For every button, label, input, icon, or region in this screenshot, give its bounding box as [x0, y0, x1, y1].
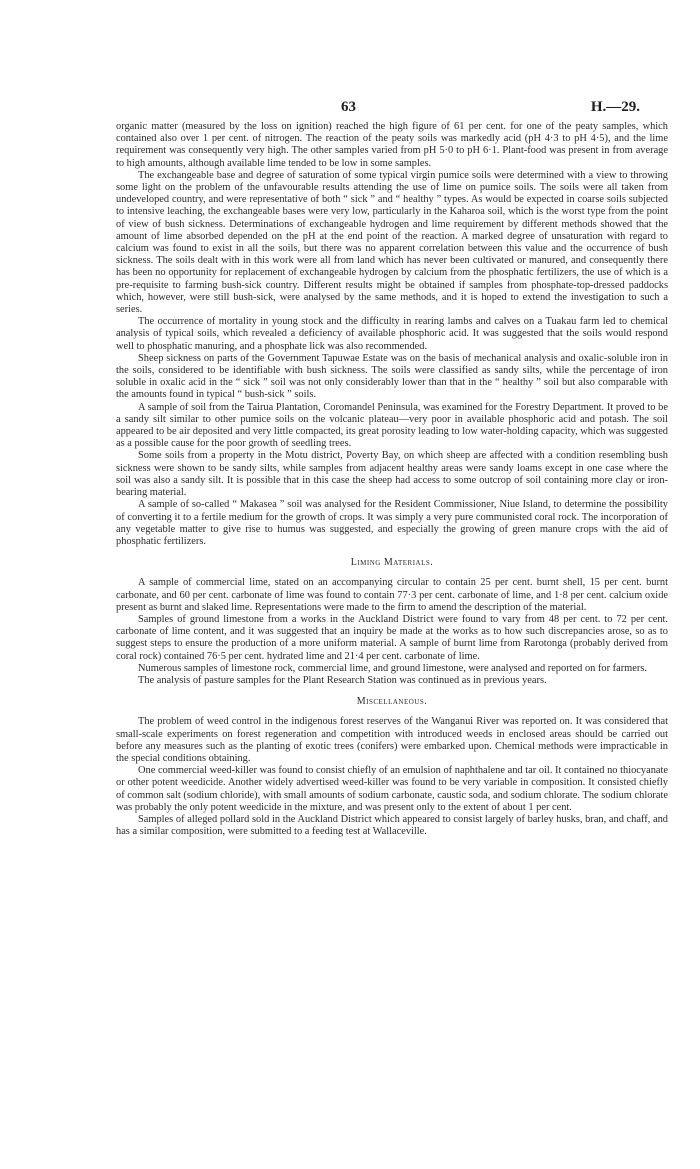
document-reference: H.—29. — [590, 99, 640, 115]
document-body — [116, 121, 668, 838]
section-heading-liming-materials: Liming Materials. — [350, 557, 434, 569]
paragraph: organic matter (measured by the loss on ignition) reached the high figure of 61 per cent. for one of the peaty samples, which contained also over 1 per cent. of nitrogen. The reaction of the peaty soils was markedly acid (pH 4·3 to pH 4·5), and the lime requirement was consequently very high. The other samples varied from pH 5·0 to pH 6·1. Plant-food was present in from average to high amounts, although available lime tended to be low in some samples. — [116, 121, 668, 169]
paragraph: The exchangeable base and degree of saturation of some typical virgin pumice soils were determined with a view to throwing some light on the problem of the unfavourable results attending the use of lime on pumice soils. The soils were all taken from undeveloped country, and were representative of both “ sick ” and “ healthy ” types. As would be expected in coarse soils subjected to intensive leaching, the exchangeable bases were very low, particularly in the Kaharoa soil, which is the worst type from the point of view of bush sickness. Determinations of exchangeable hydrogen and lime requirement by different methods showed that the amount of lime absorbed depended on the pH at the end point of the reaction. A marked degree of unsaturation with regard to calcium was found to exist in all the soils, but there was no apparent correlation between this value and the occurrence of bush sickness. The soils dealt with in this work were all from land which has never been cultivated or manured, and consequently there has been no opportunity for replacement of exchangeable hydrogen by calcium from the phosphatic fertilizers, the use of which is a pre-requisite to farming bush-sick country. Different results might be obtained if samples from phosphate-top-dressed paddocks which, however, were still bush-sick, were analysed by the same methods, and it is hoped to extend the investigation to such a series. — [116, 169, 668, 316]
paragraph: Samples of ground limestone from a works in the Auckland District were found to vary from 48 per cent. to 72 per cent. carbonate of lime content, and it was suggested that an inquiry be made at the works as to how such discrepancies arose, so as to suggest steps to ensure the production of a more uniform material. A sample of burnt lime from Rarotonga (probably derived from coral rock) contained 76·5 per cent. hydrated lime and 21·4 per cent. carbonate of lime. — [116, 613, 668, 662]
paragraph: Samples of alleged pollard sold in the Auckland District which appeared to consist largely of barley husks, bran, and chaff, and has a similar composition, were submitted to a feeding test at Wallaceville. — [116, 813, 668, 838]
paragraph: The problem of weed control in the indigenous forest reserves of the Wanganui River was reported on. It was considered that small-scale experiments on forest regeneration and competition with introduced weeds in enclosed areas should be carried out before any measures such as the planting of exotic trees (conifers) were embarked upon. Chemical methods were impracticable in the special conditions obtaining. — [116, 716, 668, 764]
paragraph: A sample of soil from the Tairua Plantation, Coromandel Peninsula, was examined for the Forestry Department. It proved to be a sandy silt similar to other pumice soils on the volcanic plateau—very poor in available phosphoric acid and potash. The soil appeared to be air deposited and very little compacted, its great porosity leading to low water-holding capacity, which was suggested as a possible cause for the poor growth of seedling trees. — [116, 401, 668, 450]
paragraph: Sheep sickness on parts of the Government Tapuwae Estate was on the basis of mechanical analysis and oxalic-soluble iron in the soils, considered to be identifiable with bush sickness. The soils were classified as sandy silts, while the percentage of iron soluble in oxalic acid in the “ sick ” soil was not only considerably lower than that in the “ healthy ” soil but also comparable with the amounts found in typical “ bush-sick ” soils. — [116, 352, 668, 401]
page-number: 63 — [341, 99, 356, 115]
section-heading-miscellaneous: Miscellaneous. — [356, 696, 428, 708]
paragraph: A sample of so-called “ Makasea ” soil was analysed for the Resident Commissioner, Niue Island, to determine the possibility of converting it to a fertile medium for the growth of crops. It was simply a very pure communisted coral rock. The incorporation of any vegetable matter to give rise to humus was suggested, and especially the growing of green manure crops with the aid of phosphatic fertilizers. — [116, 499, 668, 547]
paragraph: The occurrence of mortality in young stock and the difficulty in rearing lambs and calves on a Tuakau farm led to chemical analysis of typical soils, which revealed a deficiency of available phosphoric acid. It was suggested that the soils would respond well to phosphatic manuring, and a phosphate lick was also recommended. — [116, 316, 668, 352]
paragraph: A sample of commercial lime, stated on an accompanying circular to contain 25 per cent. burnt shell, 15 per cent. burnt carbonate, and 60 per cent. carbonate of lime was found to contain 77·3 per cent. carbonate of lime, and 1·8 per cent. calcium oxide present as burnt and slaked lime. Representations were made to the firm to amend the description of the material. — [116, 577, 668, 613]
page-header — [0, 99, 700, 121]
paragraph: The analysis of pasture samples for the Plant Research Station was continued as in previous years. — [138, 674, 547, 686]
paragraph: One commercial weed-killer was found to consist chiefly of an emulsion of naphthalene and tar oil. It contained no thiocyanate or other potent weedicide. Another widely advertised weed-killer was found to be very variable in composition. It consisted chiefly of common salt (sodium chloride), with small amounts of sodium carbonate, caustic soda, and sodium chlorate. The sodium chlorate was probably the only potent weedicide in the mixture, and was present only to the extent of about 1 per cent. — [116, 765, 668, 813]
paragraph: Numerous samples of limestone rock, commercial lime, and ground limestone, were analysed and reported on for farmers. — [138, 662, 647, 674]
paragraph: Some soils from a property in the Motu district, Poverty Bay, on which sheep are affected with a condition resembling bush sickness were shown to be sandy silts, while samples from adjacent healthy areas were sandy loams except in one case where the soil was also a sandy silt. It is possible that in this case the sheep had access to some outcrop of soil containing more clay or iron-bearing material. — [116, 450, 668, 499]
